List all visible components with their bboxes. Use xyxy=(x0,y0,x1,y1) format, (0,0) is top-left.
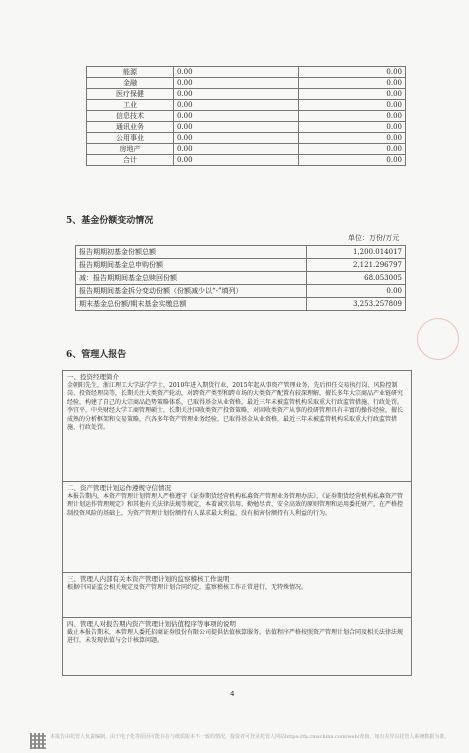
report-part-valuation xyxy=(63,618,411,676)
row-label: 报告期期间基金拆分变动份额（份额减少以“-”填列） xyxy=(76,285,307,298)
market-value-cell: 0.00 xyxy=(174,67,299,78)
table-row xyxy=(87,155,406,166)
table-row xyxy=(76,298,406,311)
table-row xyxy=(76,246,406,259)
table-row xyxy=(87,78,406,89)
industry-cell: 合计 xyxy=(87,155,174,166)
part-body: 本报告期内，本资产管理计划管理人严格遵守《证券期货经营机构私募资产管理业务管理办法》、《证券期货经营机构私募资产管理计划运作管理规定》和其他有关法律法规等规定，本着诚实信用、勤勉尽责、安全高效的原则管理和运用委托财产，在严格控制投资风险的基础上，为资产管理计划份额持有人谋求最大利益。没有损害份额持有人利益的行为。 xyxy=(67,492,404,517)
row-label: 报告期期初基金份额总额 xyxy=(76,246,307,259)
table-row xyxy=(87,133,406,144)
percentage-cell: 0.00 xyxy=(299,67,406,78)
table-row xyxy=(76,285,406,298)
table-row xyxy=(87,144,406,155)
part-title: 二、资产管理计划运作遵规守信情况 xyxy=(67,484,171,492)
part-body: 金朝阳先生，浙江理工大学法学学士，2010年进入期货行业，2015年起从事资产管理业务，先后担任交易执行岗、风险控制岗、投资经理岗等，长期关注大类资产轮动，对跨资产类型和跨市场的大类资产配置有较深理解，擅长多年大宗商品产业链研究经验，构建了自己的大宗商品趋势策略体系，已取得基金从业资格，最近三年未被监管机构采取重大行政监管措施、行政处罚。李宜平，中央财经大学工商管理硕士，长期关注国收类资产投资策略，对固收类资产从事的投研管理具有丰富的操作经验，擅长成熟的分析框架和交易策略，汽各多年资产管理业务经验，已取得基金从业资格，最近三年未被监管机构采取重大行政监管措施、行政处罚。 xyxy=(67,381,404,431)
table-row xyxy=(76,259,406,272)
unit-label: 单位：万份/万元 xyxy=(348,234,400,242)
seal-stamp xyxy=(417,318,459,360)
percentage-cell: 0.00 xyxy=(299,78,406,89)
market-value-cell: 0.00 xyxy=(174,100,299,111)
fund-share-change-table xyxy=(75,245,406,311)
market-value-cell: 0.00 xyxy=(174,78,299,89)
part-title: 一、投资经理简介 xyxy=(67,373,119,381)
table-row xyxy=(87,122,406,133)
market-value-cell: 0.00 xyxy=(174,155,299,166)
industry-cell: 通讯业务 xyxy=(87,122,174,133)
percentage-cell: 0.00 xyxy=(299,144,406,155)
part-body: 根据中国证监会相关规定及资产管理计划合同约定，监察稽核工作正常进行，无特殊情况。 xyxy=(67,583,308,591)
row-value: 0.00 xyxy=(307,285,406,298)
industry-cell: 金融 xyxy=(87,78,174,89)
percentage-cell: 0.00 xyxy=(299,111,406,122)
section5-heading: 5、基金份额变动情况 xyxy=(66,216,154,226)
report-part-audit xyxy=(63,573,411,617)
row-label: 减：报告期期间基金总赎回份额 xyxy=(76,272,307,285)
table-row xyxy=(87,111,406,122)
part-body: 截止本报告期末，本管理人委托招商证券股份有限公司提供估值核算服务。估值程序严格按照资产管理计划合同及相关法律法规进行，未发现估值与会计核算问题。 xyxy=(67,628,404,644)
industry-cell: 能源 xyxy=(87,67,174,78)
percentage-cell: 0.00 xyxy=(299,100,406,111)
part-title: 三、管理人内部有关本资产管理计划的监察稽核工作说明 xyxy=(67,575,230,583)
market-value-cell: 0.00 xyxy=(174,144,299,155)
industry-cell: 医疗保健 xyxy=(87,89,174,100)
report-part-compliance xyxy=(63,482,411,572)
part-title: 四、管理人对报告期内资产管理计划估值程序等事项的说明 xyxy=(67,620,236,628)
industry-cell: 房地产 xyxy=(87,144,174,155)
manager-report-box xyxy=(62,370,412,676)
market-value-cell: 0.00 xyxy=(174,133,299,144)
table-row xyxy=(87,100,406,111)
report-part-investment-manager xyxy=(63,371,411,481)
table-row xyxy=(87,67,406,78)
market-value-cell: 0.00 xyxy=(174,89,299,100)
row-value: 2,121.296797 xyxy=(307,259,406,272)
industry-allocation-table xyxy=(86,66,406,166)
row-label: 报告期期间基金总申购份额 xyxy=(76,259,307,272)
table-row xyxy=(76,272,406,285)
percentage-cell: 0.00 xyxy=(299,133,406,144)
market-value-cell: 0.00 xyxy=(174,122,299,133)
industry-cell: 信息技术 xyxy=(87,111,174,122)
industry-cell: 工业 xyxy=(87,100,174,111)
row-value: 68.053005 xyxy=(307,272,406,285)
page-number: 4 xyxy=(230,690,235,698)
percentage-cell: 0.00 xyxy=(299,89,406,100)
industry-cell: 公用事业 xyxy=(87,133,174,144)
row-value: 3,253.257809 xyxy=(307,298,406,311)
percentage-cell: 0.00 xyxy=(299,122,406,133)
row-value: 1,200.014017 xyxy=(307,246,406,259)
percentage-cell: 0.00 xyxy=(299,155,406,166)
row-label: 期末基金总份额/期末基金实缴总额 xyxy=(76,298,307,311)
section6-heading: 6、管理人报告 xyxy=(66,350,127,360)
market-value-cell: 0.00 xyxy=(174,111,299,122)
table-row xyxy=(87,89,406,100)
footer-note: 本报告由托管人负责编制，由于电子化等原因可能存在与纸质版本不一致的情况，投资者可登录托管人网站https://fa.cmschina.com/web/查询，如有差异以托管人系统数据为准。 xyxy=(50,734,450,740)
qr-code-icon xyxy=(30,733,46,749)
